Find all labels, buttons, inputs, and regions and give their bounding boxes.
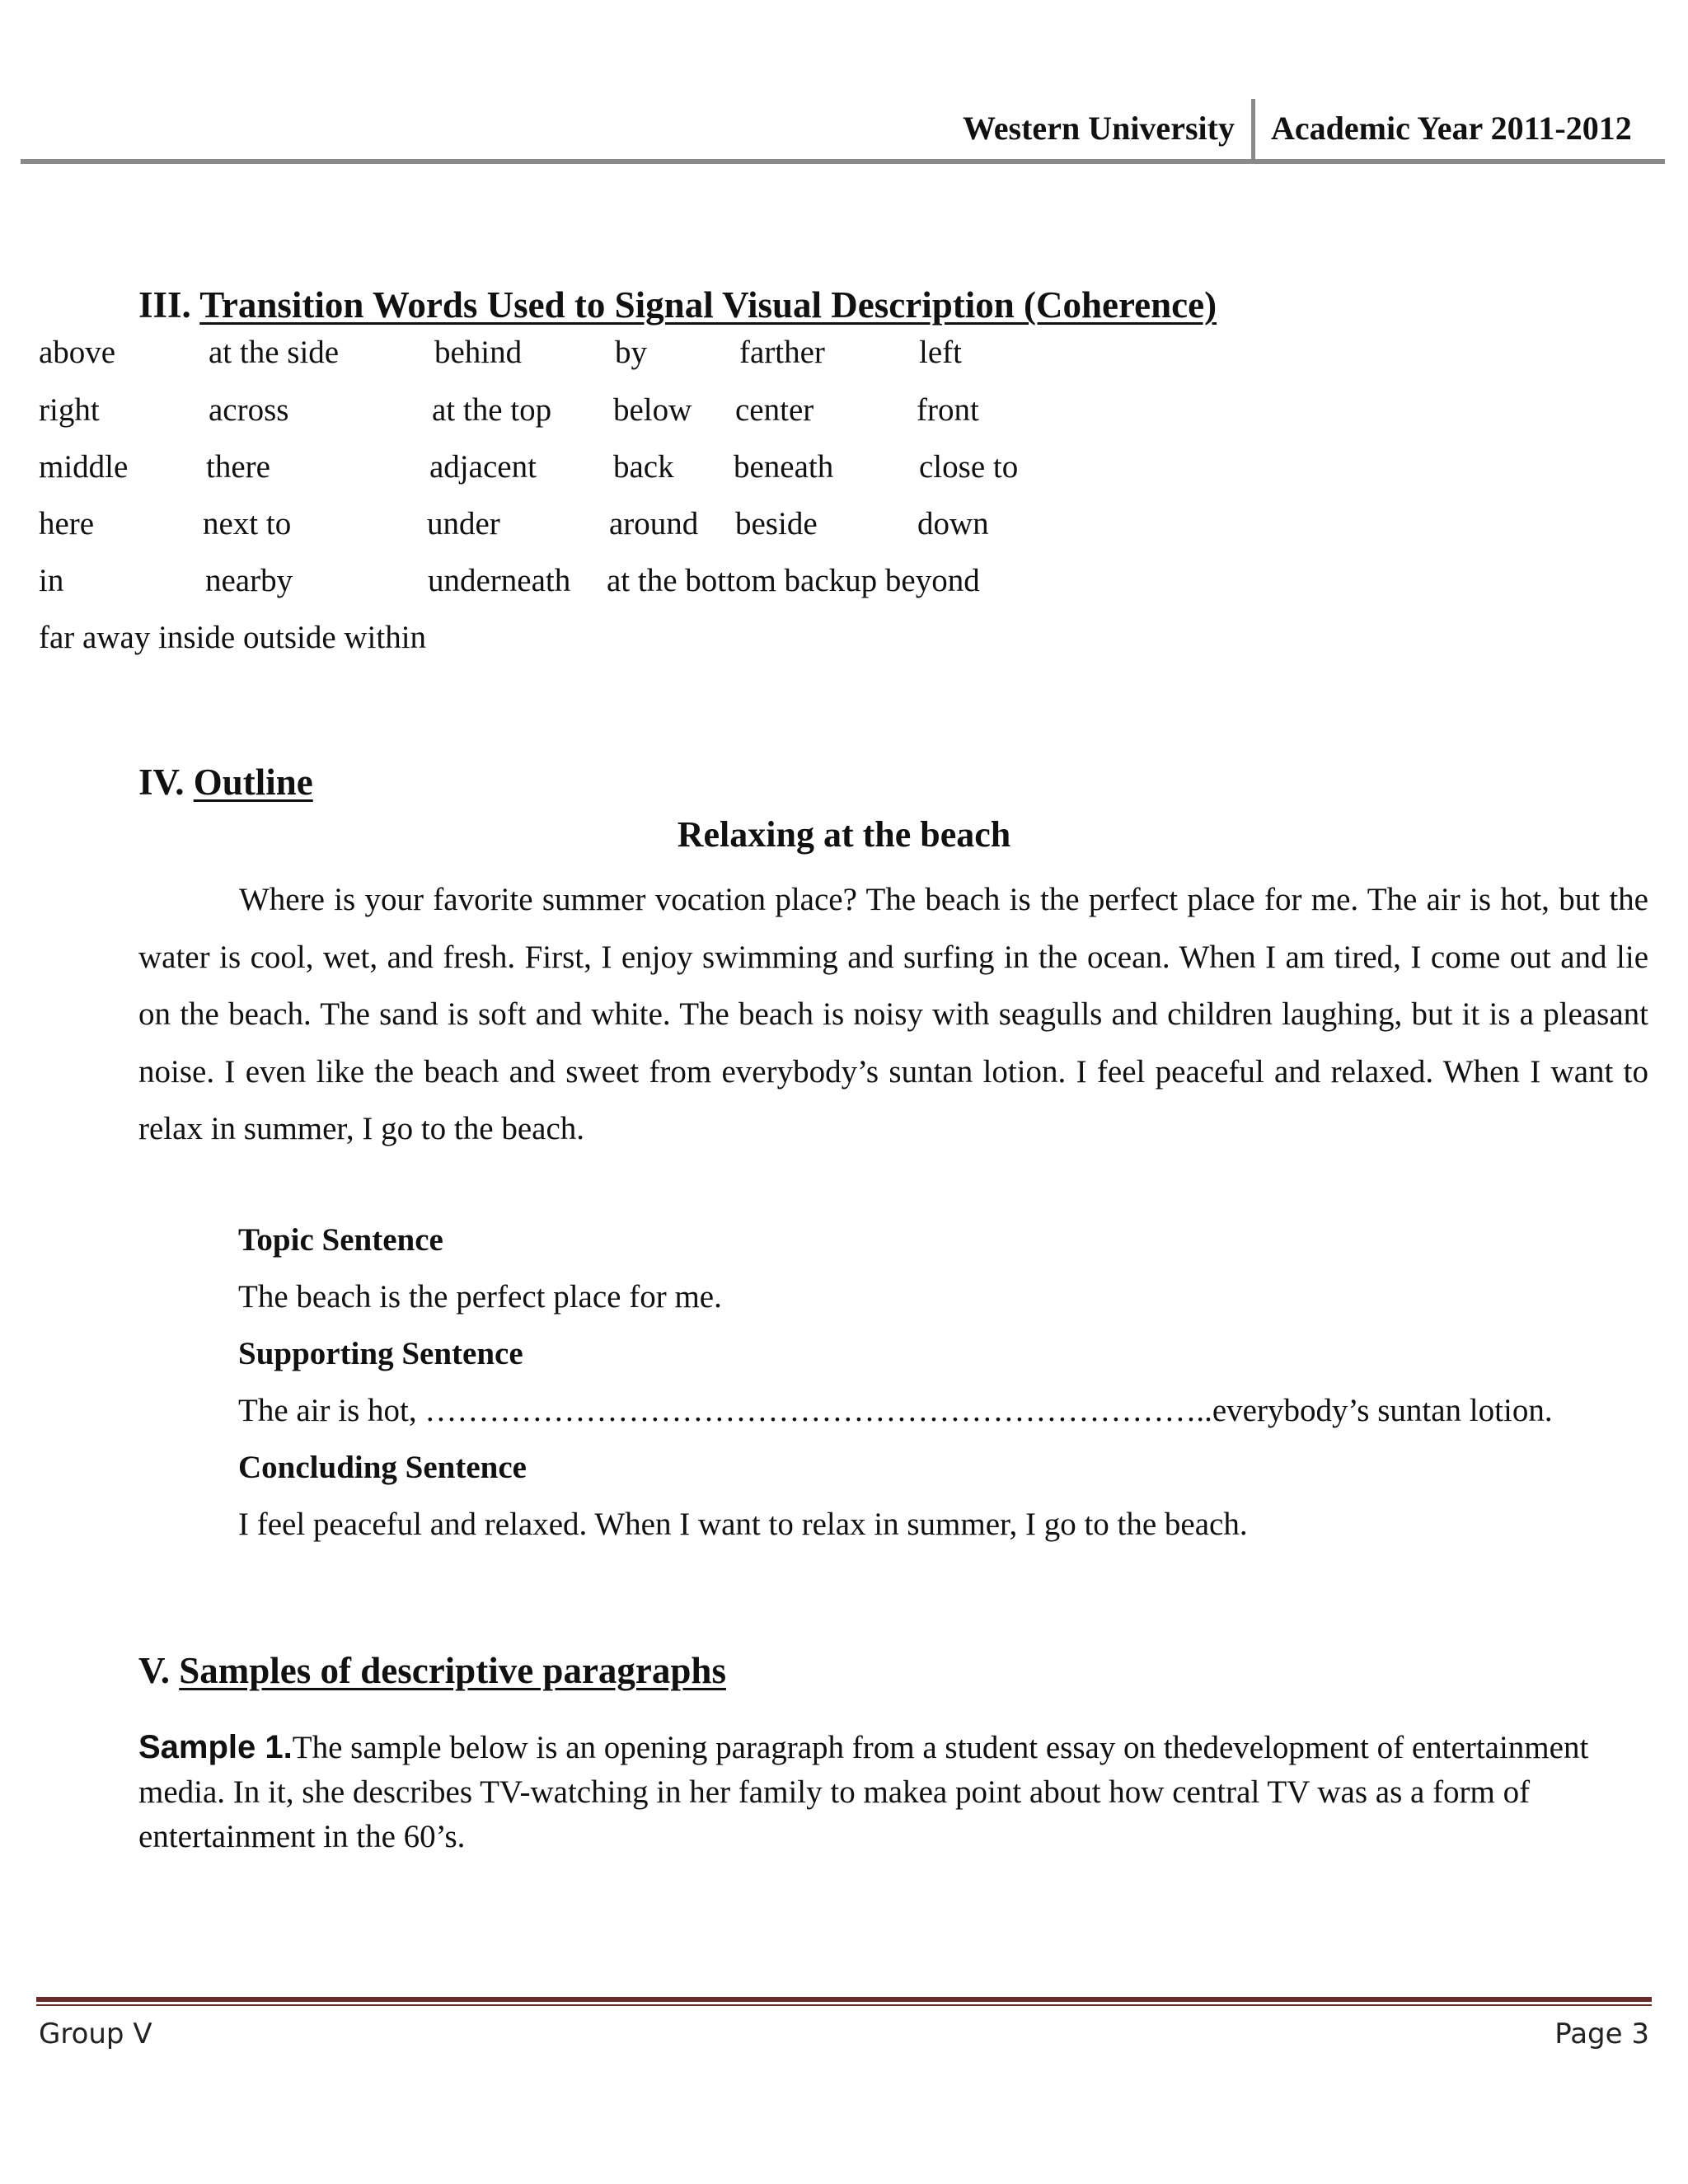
transition-word: nearby	[205, 563, 293, 598]
section-4-heading	[138, 757, 313, 807]
header-university: Western University	[963, 110, 1235, 147]
transition-word: at the side	[209, 335, 340, 370]
section-3-number: III.	[138, 284, 191, 326]
section-5-heading	[138, 1646, 726, 1695]
footer-rule	[36, 1997, 1652, 2002]
transition-word: beneath	[734, 449, 834, 485]
transition-word: here	[39, 506, 95, 541]
section-3-title: Transition Words Used to Signal Visual Description (Coherence)	[199, 284, 1217, 326]
supporting-sentence-text: The air is hot, ………………………………………………………………..everybody’s suntan lotion.	[238, 1393, 1553, 1428]
sample-1-label: Sample 1.	[138, 1729, 293, 1765]
transition-word: at the top	[432, 392, 552, 428]
topic-sentence-text: The beach is the perfect place for me.	[238, 1279, 722, 1315]
transition-word: underneath	[428, 563, 571, 598]
footer-page-number: Page 3	[1554, 2018, 1649, 2050]
transition-word: back	[613, 449, 674, 485]
section-5-title: Samples of descriptive paragraphs	[179, 1650, 726, 1691]
transition-word: far away inside outside within	[39, 620, 427, 655]
sample-1-paragraph	[138, 1725, 1655, 1859]
transition-word: at the bottom backup beyond	[607, 563, 980, 598]
header-rule	[21, 159, 1665, 164]
transition-word: in	[39, 563, 64, 598]
transition-word: there	[206, 449, 270, 485]
sample-1-text: The sample below is an opening paragraph from a student essay on thedevelopment of entertainment media. In it, she describes TV-watching in her family to makea point about how central TV was as a form of entertainment in the 60’s.	[138, 1730, 1589, 1854]
transition-word: around	[609, 506, 699, 541]
essay-paragraph-text: Where is your favorite summer vocation place? The beach is the perfect place for me. The air is hot, but the water is cool, wet, and fresh. First, I enjoy swimming and surfing in the ocean. When I am tired, I come out and lie on the beach. The sand is soft and white. The beach is noisy with seagulls and children laughing, but it is a pleasant noise. I even like the beach and sweet from everybody’s suntan lotion. I feel peaceful and relaxed. When I want to relax in summer, I go to the beach.	[138, 882, 1648, 1146]
essay-paragraph	[138, 871, 1648, 1158]
transition-word: farther	[739, 335, 825, 370]
footer-rule-thin	[36, 2004, 1652, 2006]
transition-word: center	[735, 392, 814, 428]
section-4-number: IV.	[138, 762, 185, 803]
transition-word: above	[39, 335, 116, 370]
footer-group: Group V	[39, 2018, 152, 2050]
transition-word: under	[427, 506, 500, 541]
transition-word: across	[209, 392, 289, 428]
concluding-sentence-text: I feel peaceful and relaxed. When I want to relax in summer, I go to the beach.	[238, 1507, 1248, 1542]
section-5-number: V.	[138, 1650, 170, 1691]
header-separator	[1251, 99, 1255, 162]
transition-word: middle	[39, 449, 129, 485]
transition-word: front	[917, 392, 979, 428]
topic-sentence-label: Topic Sentence	[238, 1222, 443, 1258]
transition-word: beside	[735, 506, 818, 541]
transition-word: close to	[919, 449, 1019, 485]
transition-word: left	[919, 335, 962, 370]
essay-title: Relaxing at the beach	[677, 814, 1011, 855]
transition-word: next to	[203, 506, 292, 541]
transition-word: down	[917, 506, 989, 541]
transition-word: by	[615, 335, 647, 370]
section-4-title: Outline	[193, 762, 313, 803]
transition-word: adjacent	[429, 449, 537, 485]
supporting-sentence-label: Supporting Sentence	[238, 1336, 523, 1371]
transition-word: below	[613, 392, 692, 428]
concluding-sentence-label: Concluding Sentence	[238, 1450, 527, 1485]
section-3-heading	[138, 280, 1217, 330]
transition-word: behind	[434, 335, 523, 370]
header-academic-year: Academic Year 2011-2012	[1271, 110, 1632, 147]
transition-word: right	[39, 392, 100, 428]
